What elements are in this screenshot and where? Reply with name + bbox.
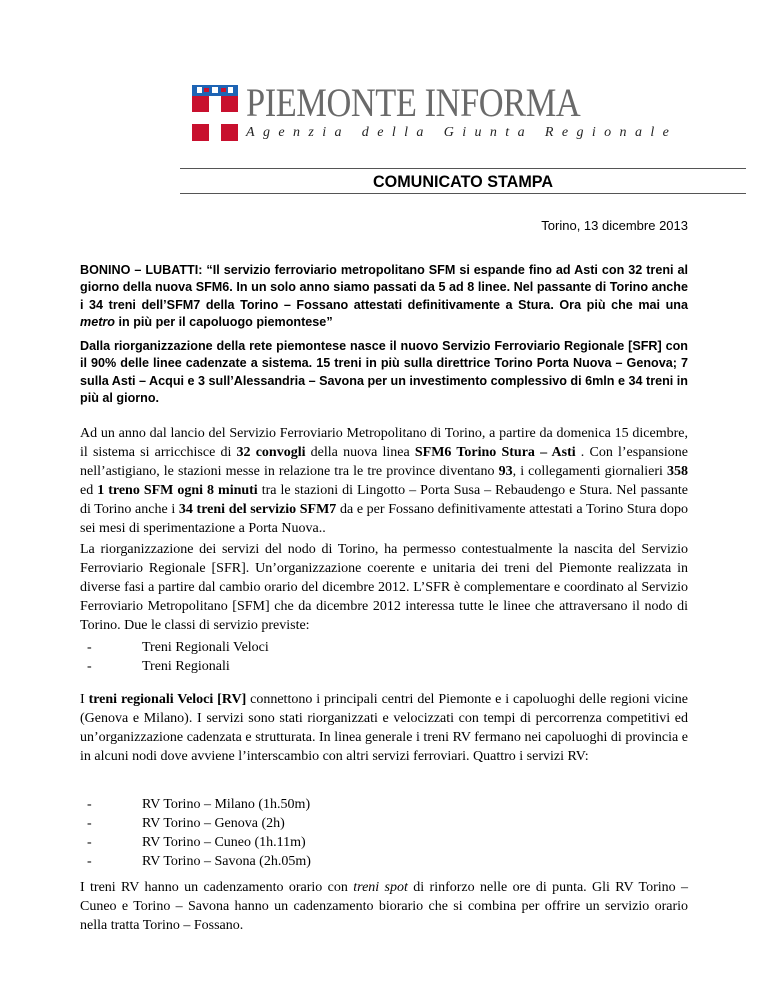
text: I xyxy=(80,692,89,707)
list-dash: - xyxy=(87,659,92,674)
top-rule xyxy=(180,168,746,169)
paragraph-rv xyxy=(80,690,688,766)
list-dash: - xyxy=(87,797,92,812)
bold-text: 32 convogli xyxy=(236,445,306,460)
headline-text-end: in più per il capoluogo piemontese” xyxy=(115,315,333,330)
bold-text: 93 xyxy=(498,464,513,479)
headline-quote xyxy=(80,262,688,332)
list-dash: - xyxy=(87,835,92,850)
bold-text: 358 xyxy=(667,464,688,479)
list-item-label: RV Torino – Cuneo (1h.11m) xyxy=(142,835,306,850)
list-item xyxy=(80,795,688,814)
text: . Con l’espansione nell’astigiano, le stazioni messe in relazione tra le tre province diventano xyxy=(80,445,688,479)
list-item-label: RV Torino – Milano (1h.50m) xyxy=(142,797,311,812)
release-date: Torino, 13 dicembre 2013 xyxy=(541,218,688,233)
subheadline: Dalla riorganizzazione della rete piemontese nasce il nuovo Servizio Ferroviario Regionale [SFR] con il 90% delle linee cadenzate a sistema. 15 treni in più sulla direttrice Torino Porta Nuova – Genova; 7 sulla Asti – Acqui e 3 sull’Alessandria – Savona per un investimento complessivo di 6mln e 34 treni in più al giorno. xyxy=(80,339,688,406)
italic-text: treni spot xyxy=(353,880,408,895)
bold-text: 1 treno SFM ogni 8 minuti xyxy=(97,483,258,498)
service-classes-list xyxy=(80,638,688,676)
paragraph-sfr: La riorganizzazione dei servizi del nodo di Torino, ha permesso contestualmente la nascita del Servizio Ferroviario Regionale [SFR]. Un’organizzazione coerente e unitaria dei treni del Piemonte realizzata in diverse fasi a partire dal cambio orario del dicembre 2012. L’SFR è complementare e coordinato al Servizio Ferroviario Metropolitano [SFM] che da dicembre 2012 interessa tutte le linee che attraversano il nodo di Torino. Due le classi di servizio previste: xyxy=(80,542,688,633)
text: della nuova linea xyxy=(305,445,415,460)
text: connettono i principali centri del Piemonte e i capoluoghi delle regioni vicine (Genova e Milano). I servizi sono stati riorganizzati e velocizzati con tempi di percorrenza competitivi ed un’organizzazione cadenzata e strutturata. In linea generale i treni RV fermano nei capoluoghi di provincia e in alcuni nodi dove avviene l’interscambio con altri servizi ferroviari. Quattro i servizi RV: xyxy=(80,692,688,764)
list-dash: - xyxy=(87,816,92,831)
list-item-label: RV Torino – Savona (2h.05m) xyxy=(142,854,311,869)
list-dash: - xyxy=(87,854,92,869)
logo-subtitle: Agenzia della Giunta Regionale xyxy=(246,125,678,140)
bold-text: 34 treni del servizio SFM7 xyxy=(178,502,337,517)
headline-text: BONINO – LUBATTI: “Il servizio ferroviario metropolitano SFM si espande fino ad Asti con 32 treni al giorno della nuova SFM6. In un solo anno siamo passati da 5 ad 8 linee. Nel passante di Torino anche i 34 treni dell’SFM7 della Torino – Fossano attestati definitivamente a Stura. Ora più che mai una xyxy=(80,263,688,312)
text: ed xyxy=(80,483,98,498)
list-item xyxy=(80,833,688,852)
text: I treni RV hanno un cadenzamento orario con xyxy=(80,880,354,895)
rv-services-list xyxy=(80,795,688,871)
bold-text: treni regionali Veloci [RV] xyxy=(88,692,247,707)
text: , i collegamenti giornalieri xyxy=(512,464,667,479)
list-item xyxy=(80,814,688,833)
piemonte-coat-of-arms-icon xyxy=(190,85,240,141)
bottom-rule xyxy=(180,193,746,194)
headline-emphasis: metro xyxy=(80,315,115,330)
piemonte-informa-logo xyxy=(190,80,678,145)
list-item-label: Treni Regionali xyxy=(142,659,230,674)
list-item xyxy=(80,657,688,676)
press-release-title: COMUNICATO STAMPA xyxy=(372,172,554,191)
list-item-label: Treni Regionali Veloci xyxy=(142,640,269,655)
list-item-label: RV Torino – Genova (2h) xyxy=(142,816,285,831)
list-item xyxy=(80,852,688,871)
text: da e per Fossano definitivamente attestati a Torino Stura dopo sei mesi di sperimentazione a Porta Nuova.. xyxy=(80,502,689,536)
logo-title: PIEMONTE INFORMA xyxy=(246,80,581,125)
bold-text: SFM6 Torino Stura – Asti xyxy=(414,445,576,460)
text: tra le stazioni di Lingotto – Porta Susa – Rebaudengo e Stura. Nel passante di Torino anche i xyxy=(80,483,688,517)
text: di rinforzo nelle ore di punta. Gli RV Torino – Cuneo e Torino – Savona hanno un cadenzamento biorario che si combina per offrire un servizio orario nella tratta Torino – Fossano. xyxy=(80,880,688,933)
list-dash: - xyxy=(87,640,92,655)
list-item xyxy=(80,638,688,657)
paragraph-rv-timing xyxy=(80,878,688,935)
text: Ad un anno dal lancio del Servizio Ferroviario Metropolitano di Torino, a partire da domenica 15 dicembre, il sistema si arricchisce di xyxy=(80,426,688,460)
paragraph-sfm6 xyxy=(80,424,688,538)
